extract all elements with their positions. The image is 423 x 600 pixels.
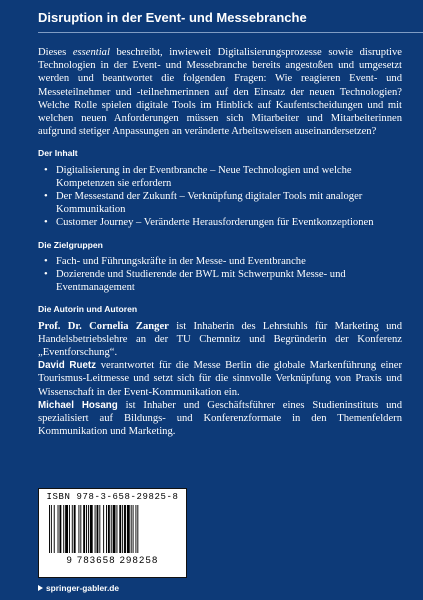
zielgruppen-list — [38, 255, 402, 295]
list-item: • Der Messestand der Zukunft – Verknüpfung digitaler Tools mit analoger Kommunikation — [38, 190, 402, 216]
cover-title: Disruption in der Event- und Messebranche — [38, 10, 307, 25]
barcode-bar — [74, 505, 76, 553]
publisher-url: springer-gabler.de — [46, 583, 120, 593]
barcode-digits: 9 783658 298258 — [66, 555, 159, 566]
section-heading-zielgruppen: Die Zielgruppen — [38, 239, 103, 250]
author-name: David Ruetz — [38, 360, 97, 372]
section-heading-inhalt: Der Inhalt — [38, 148, 78, 159]
barcode-bar — [116, 505, 117, 553]
barcode-bar — [63, 505, 64, 553]
barcode-bar — [49, 505, 50, 553]
content-block — [38, 46, 402, 438]
barcode-bar — [108, 505, 110, 553]
barcode-bar — [103, 505, 104, 553]
inhalt-list — [38, 164, 402, 230]
author-bio-ruetz — [38, 359, 402, 399]
barcode-bar — [137, 505, 138, 553]
barcode-bar — [99, 505, 100, 553]
list-item: • Customer Journey – Veränderte Herausforderungen für Eventkonzeptionen — [38, 216, 402, 229]
barcode-bar — [88, 505, 89, 553]
barcode-bar — [122, 505, 123, 553]
barcode-bar — [97, 505, 99, 553]
barcode-bar — [80, 505, 81, 553]
barcode-bar — [78, 505, 79, 553]
intro-paragraph — [38, 46, 402, 138]
barcode-bar — [111, 505, 112, 553]
barcode-bar — [124, 505, 126, 553]
title-divider — [38, 32, 423, 33]
intro-italic: essential — [72, 47, 110, 58]
barcode-bar — [54, 505, 55, 553]
barcode-bar — [106, 505, 107, 553]
author-bio-text: ist Inhaberin des Lehrstuhls für Marketing und Handelsbetriebslehre an der TU Chemnitz und Begründerin der Konferenz „Eventforschung“. — [38, 320, 402, 359]
barcode-bar — [119, 505, 121, 553]
barcode-bar — [95, 505, 96, 553]
barcode-bar — [90, 505, 93, 553]
publisher-link[interactable] — [38, 583, 119, 593]
barcode-bar — [135, 505, 136, 553]
list-item: • Digitalisierung in der Eventbranche – Neue Technologien und welche Kompetenzen sie erfordern — [38, 164, 402, 190]
barcode-bars — [47, 505, 178, 553]
barcode-bar — [86, 505, 87, 553]
author-bio-zanger — [38, 320, 402, 360]
intro-part-1: Dieses — [38, 47, 73, 58]
list-item: • Fach- und Führungskräfte in der Messe- und Eventbranche — [38, 255, 402, 268]
barcode-bar — [83, 505, 85, 553]
barcode-bar — [58, 505, 59, 553]
barcode-bar — [59, 505, 61, 553]
author-name: Michael Hosang — [38, 399, 118, 411]
barcode-bar — [65, 505, 68, 553]
author-bio-text: verantwortet für die Messe Berlin die globale Markenführung einer Tourismus-Leitmesse und setzt sich für die sinnvolle Verknüpfung von Praxis und Wissenschaft in der Event-Kommunikation ein. — [38, 360, 402, 398]
section-heading-autoren: Die Autorin und Autoren — [38, 304, 138, 315]
author-name: Prof. Dr. Cornelia Zanger — [38, 320, 169, 332]
barcode-bar — [131, 505, 132, 553]
list-item: • Dozierende und Studierende der BWL mit Schwerpunkt Messe- und Eventmanagement — [38, 268, 402, 294]
author-bio-hosang — [38, 399, 402, 439]
barcode-bar — [127, 505, 130, 553]
barcode-bar — [51, 505, 52, 553]
intro-part-2: beschreibt, inwieweit Digitalisierungsprozesse sowie disruptive Technologien in der Event- und Messebranche bereits angestoßen und umgesetzt werden und beantwortet die folgenden Fragen: Wie reagieren Event- und Messeteilnehmer und -teilnehmerinnen auf den Einsatz der neuen Technologien? Welche Rolle spielen digitale Tools im Hinblick auf Kaufentscheidungen und mit welchen neuen Anforderungen müssen sich Mitarbeiter und Mitarbeiterinnen aufgrund stetiger Anpassungen an veränderte Arbeitsweisen auseinandersetzen? — [38, 47, 402, 138]
arrow-right-icon — [38, 585, 43, 591]
barcode-bar — [69, 505, 70, 553]
isbn-label: ISBN 978-3-658-29825-8 — [46, 492, 179, 502]
isbn-barcode — [38, 488, 187, 578]
barcode-bar — [72, 505, 73, 553]
barcode-bar — [113, 505, 116, 553]
barcode-bar — [133, 505, 134, 553]
author-bio-text: ist Inhaber und Geschäftsführer eines Studieninstituts und spezialisiert auf Bildungs- und Konferenzformate in den Themenfeldern Kommunikation und Marketing. — [38, 399, 402, 438]
